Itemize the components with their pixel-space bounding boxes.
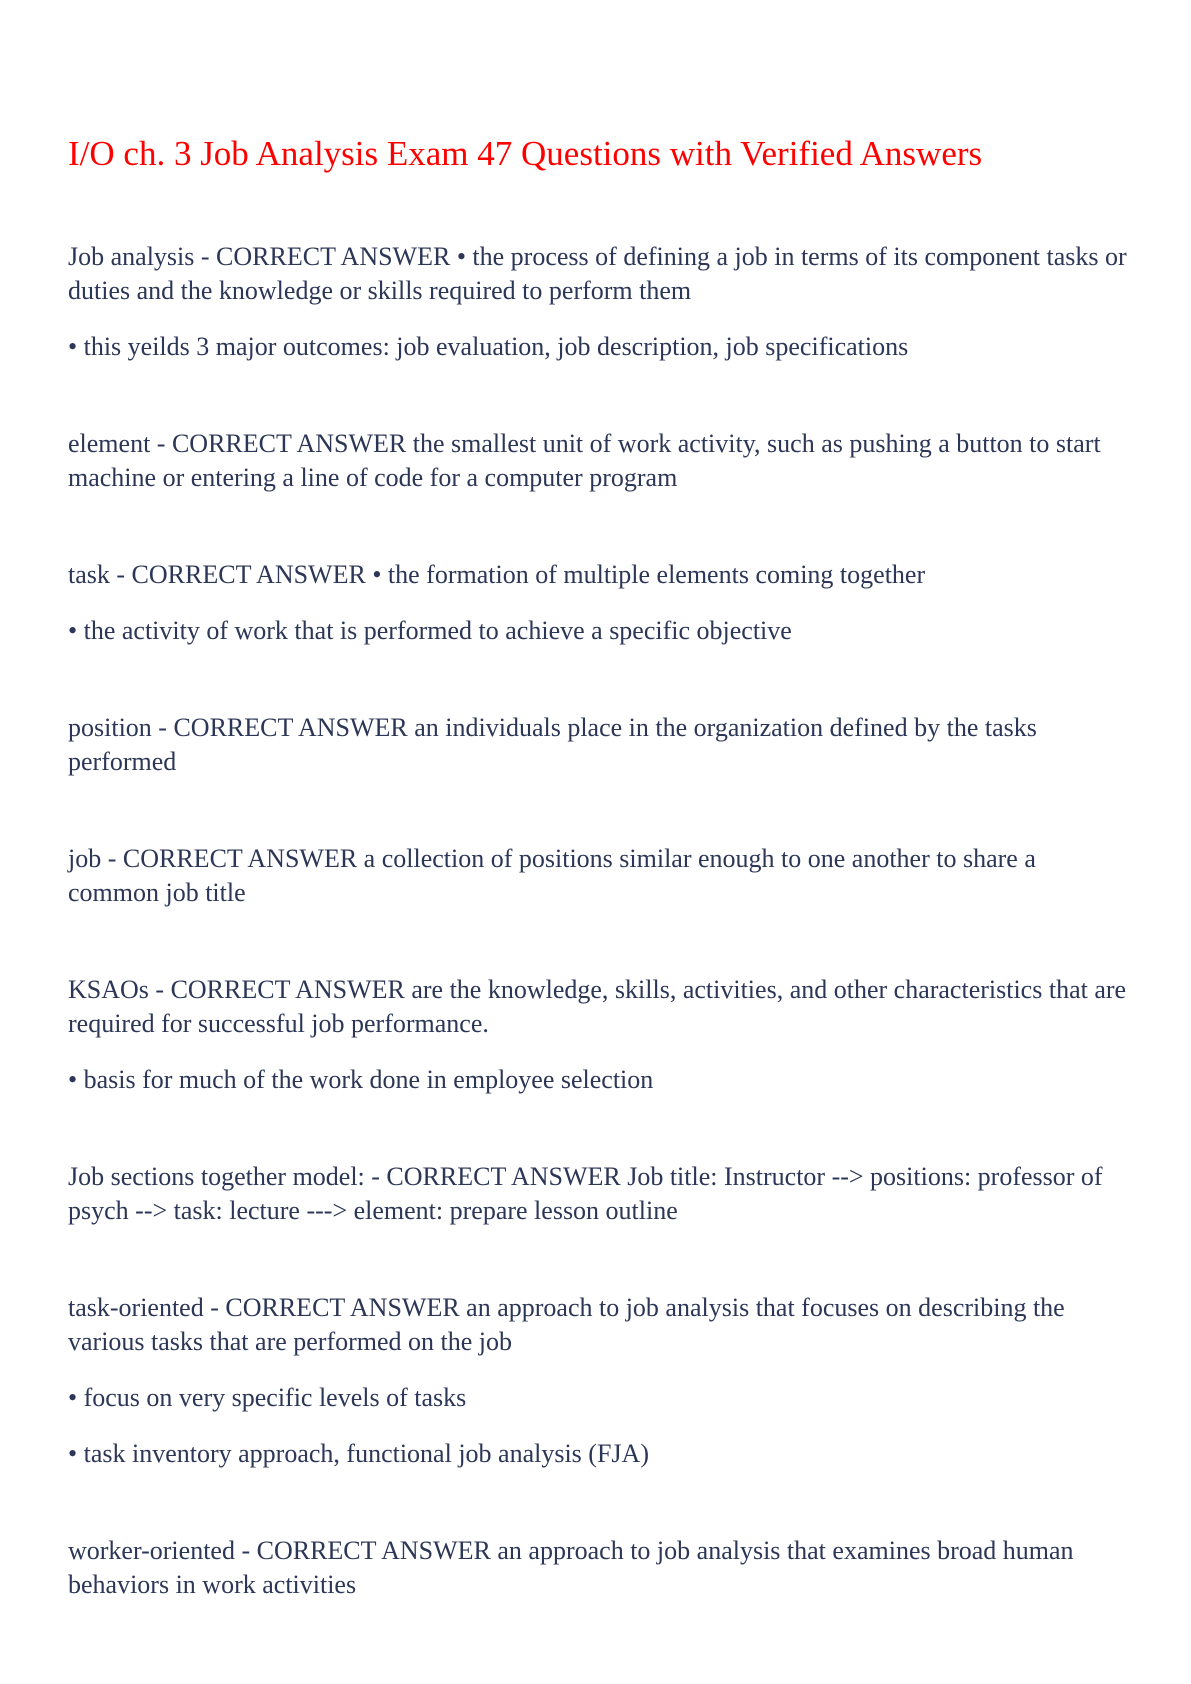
entry-text: task-oriented - CORRECT ANSWER an approach to job analysis that focuses on describing the various tasks that are performed on the job xyxy=(68,1293,1065,1356)
qa-entry-job xyxy=(68,842,1133,910)
entry-bullet: • focus on very specific levels of tasks xyxy=(68,1383,467,1412)
entry-text: task - CORRECT ANSWER • the formation of multiple elements coming together xyxy=(68,560,926,589)
entry-bullet: • this yeilds 3 major outcomes: job evaluation, job description, job specifications xyxy=(68,332,909,361)
qa-entry-task-oriented xyxy=(68,1291,1133,1471)
qa-list xyxy=(68,240,1133,1665)
qa-entry-element xyxy=(68,427,1133,495)
qa-entry-task xyxy=(68,558,1133,648)
entry-text: Job sections together model: - CORRECT ANSWER Job title: Instructor --> positions: professor of psych --> task: lecture ---> element: prepare lesson outline xyxy=(68,1162,1103,1225)
entry-text: position - CORRECT ANSWER an individuals place in the organization defined by the tasks performed xyxy=(68,713,1037,776)
entry-text: job - CORRECT ANSWER a collection of positions similar enough to one another to share a common job title xyxy=(68,844,1036,907)
qa-entry-job-sections-model xyxy=(68,1160,1133,1228)
qa-entry-ksaos xyxy=(68,973,1133,1097)
entry-text: KSAOs - CORRECT ANSWER are the knowledge, skills, activities, and other characteristics that are required for successful job performance. xyxy=(68,975,1127,1038)
entry-text: Job analysis - CORRECT ANSWER • the process of defining a job in terms of its component tasks or duties and the knowledge or skills required to perform them xyxy=(68,242,1127,305)
qa-entry-position xyxy=(68,711,1133,779)
entry-bullet: • the activity of work that is performed to achieve a specific objective xyxy=(68,616,792,645)
qa-entry-worker-oriented xyxy=(68,1534,1133,1602)
entry-bullet: • basis for much of the work done in employee selection xyxy=(68,1065,654,1094)
qa-entry-job-analysis xyxy=(68,240,1133,364)
entry-bullet: • task inventory approach, functional job analysis (FJA) xyxy=(68,1439,649,1468)
document-title: I/O ch. 3 Job Analysis Exam 47 Questions with Verified Answers xyxy=(68,134,983,173)
entry-text: worker-oriented - CORRECT ANSWER an approach to job analysis that examines broad human behaviors in work activities xyxy=(68,1536,1074,1599)
entry-text: element - CORRECT ANSWER the smallest unit of work activity, such as pushing a button to start machine or entering a line of code for a computer program xyxy=(68,429,1101,492)
